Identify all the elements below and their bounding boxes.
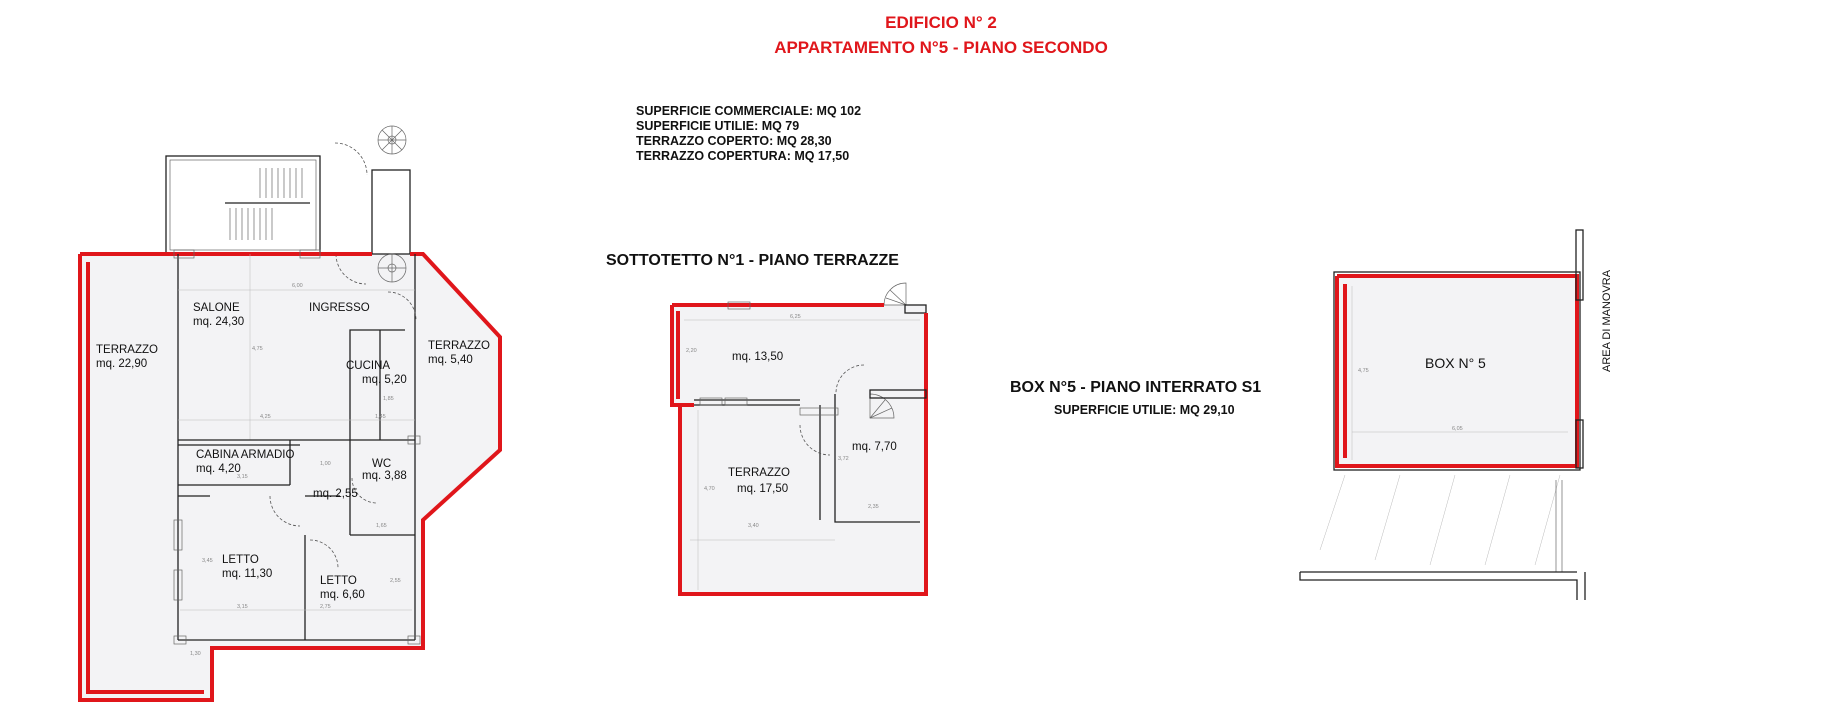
terrazzo-left-name: TERRAZZO bbox=[96, 344, 158, 356]
terrazzo-coperto: TERRAZZO COPERTO: MQ 28,30 bbox=[636, 134, 832, 148]
box-title: BOX N°5 - PIANO INTERRATO S1 bbox=[1010, 379, 1262, 396]
attic-title: SOTTOTETTO N°1 - PIANO TERRAZZE bbox=[606, 252, 899, 269]
svg-text:4,70: 4,70 bbox=[704, 486, 715, 492]
svg-text:1,00: 1,00 bbox=[320, 461, 331, 467]
wc-name: WC bbox=[372, 458, 392, 470]
terrazzo-left-area: mq. 22,90 bbox=[96, 358, 148, 370]
svg-text:3,45: 3,45 bbox=[202, 558, 213, 564]
attic-stair-area: mq. 7,70 bbox=[852, 441, 897, 453]
apartment-title: APPARTAMENTO N°5 - PIANO SECONDO bbox=[774, 38, 1108, 57]
letto2-area: mq. 6,60 bbox=[320, 589, 365, 601]
attic-terrazzo-name: TERRAZZO bbox=[728, 467, 790, 479]
attic-terrazzo-area: mq. 17,50 bbox=[737, 483, 789, 495]
terrazzo-right-name: TERRAZZO bbox=[428, 340, 490, 352]
wc-area: mq. 3,88 bbox=[362, 470, 407, 482]
ingresso-name: INGRESSO bbox=[309, 302, 370, 314]
surface-utile: SUPERFICIE UTILIE: MQ 79 bbox=[636, 119, 800, 133]
svg-text:6,05: 6,05 bbox=[1452, 426, 1463, 432]
svg-text:2,55: 2,55 bbox=[390, 578, 401, 584]
letto1-name: LETTO bbox=[222, 554, 259, 566]
box-surface: SUPERFICIE UTILIE: MQ 29,10 bbox=[1054, 403, 1235, 417]
cucina-area: mq. 5,20 bbox=[362, 374, 407, 386]
stair-tower bbox=[166, 156, 320, 254]
apartment-plan bbox=[80, 126, 500, 700]
svg-text:4,75: 4,75 bbox=[252, 346, 263, 352]
surface-commerciale: SUPERFICIE COMMERCIALE: MQ 102 bbox=[636, 104, 862, 118]
attic-plan bbox=[606, 252, 926, 594]
svg-text:3,15: 3,15 bbox=[237, 474, 248, 480]
svg-text:2,75: 2,75 bbox=[320, 604, 331, 610]
svg-text:1,45: 1,45 bbox=[375, 414, 386, 420]
box-hatching bbox=[1320, 475, 1562, 572]
svg-text:2,20: 2,20 bbox=[686, 348, 697, 354]
stair-steps bbox=[225, 168, 310, 240]
terrazzo-copertura: TERRAZZO COPERTURA: MQ 17,50 bbox=[636, 149, 850, 163]
svg-text:1,30: 1,30 bbox=[190, 651, 201, 657]
cabina-area: mq. 4,20 bbox=[196, 463, 241, 475]
terrazzo-right-area: mq. 5,40 bbox=[428, 354, 473, 366]
box-label: BOX N° 5 bbox=[1425, 355, 1486, 371]
box-floor bbox=[1337, 276, 1577, 466]
svg-text:3,40: 3,40 bbox=[748, 523, 759, 529]
building-title: EDIFICIO N° 2 bbox=[885, 13, 997, 32]
attic-room-area: mq. 13,50 bbox=[732, 351, 784, 363]
salone-area: mq. 24,30 bbox=[193, 316, 245, 328]
surface-info bbox=[636, 104, 861, 163]
svg-text:3,72: 3,72 bbox=[838, 456, 849, 462]
cabina-name: CABINA ARMADIO bbox=[196, 449, 295, 461]
svg-text:6,00: 6,00 bbox=[292, 283, 303, 289]
disimpegno-area: mq. 2,55 bbox=[313, 488, 358, 500]
svg-text:1,65: 1,65 bbox=[376, 523, 387, 529]
cucina-name: CUCINA bbox=[346, 360, 391, 372]
svg-text:1,85: 1,85 bbox=[383, 396, 394, 402]
box-plan bbox=[1010, 230, 1613, 600]
svg-text:3,15: 3,15 bbox=[237, 604, 248, 610]
area-manovra-label: AREA DI MANOVRA bbox=[1601, 269, 1613, 372]
svg-text:4,75: 4,75 bbox=[1358, 368, 1369, 374]
salone-name: SALONE bbox=[193, 302, 240, 314]
letto1-area: mq. 11,30 bbox=[222, 568, 273, 580]
svg-text:2,35: 2,35 bbox=[868, 504, 879, 510]
svg-text:6,25: 6,25 bbox=[790, 314, 801, 320]
letto2-name: LETTO bbox=[320, 575, 357, 587]
svg-text:4,25: 4,25 bbox=[260, 414, 271, 420]
